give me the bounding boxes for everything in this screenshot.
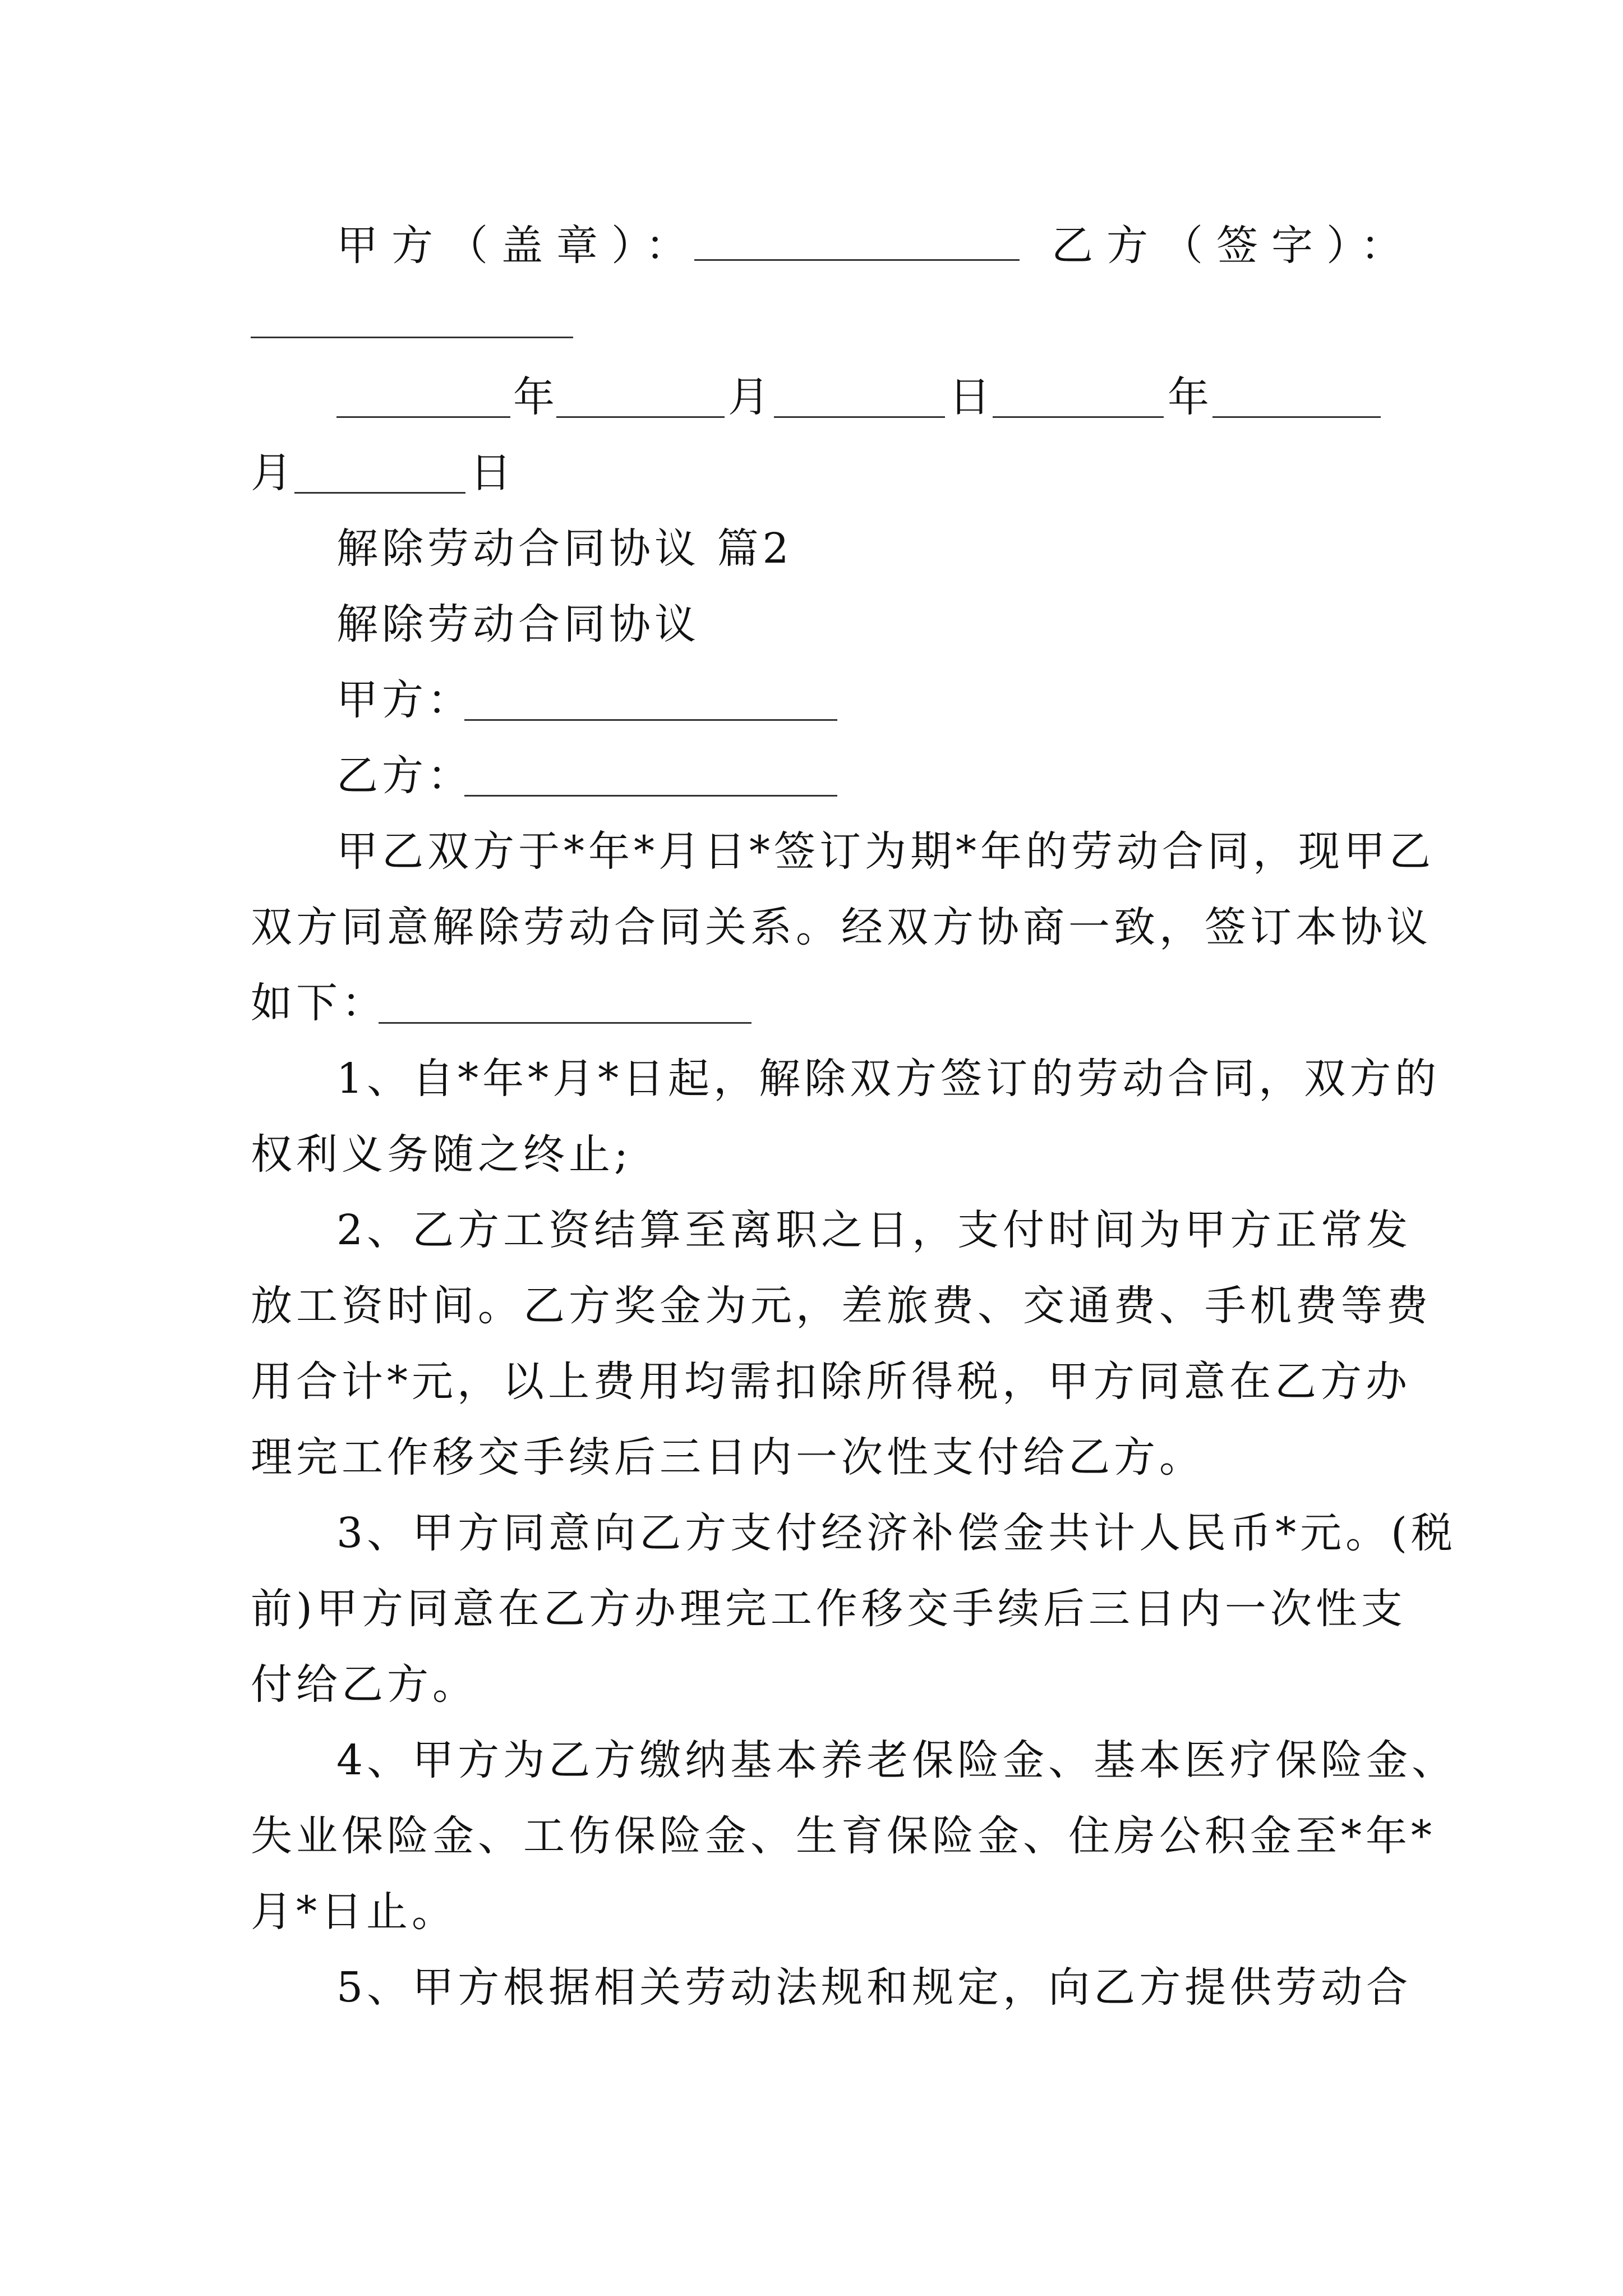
party-b-sign-label: 乙方（签字）：: [1052, 222, 1415, 270]
date-blank-2: [556, 416, 725, 418]
party-b-sign-blank: [251, 337, 573, 338]
item-1-line-1: 1、自*年*月*日起，解除双方签订的劳动合同，双方的: [336, 1055, 1441, 1103]
date-blank-4: [993, 416, 1164, 418]
party-a-label: 甲方：: [336, 676, 473, 724]
intro-line-1: 甲乙双方于*年*月日*签订为期*年的劳动合同，现甲乙: [336, 827, 1435, 876]
signature-row: [336, 219, 700, 273]
date-blank-5: [1212, 416, 1381, 418]
item-2-line-1: 2、乙方工资结算至离职之日，支付时间为甲方正常发: [336, 1206, 1412, 1254]
party-a-seal-label: 甲方（盖章）：: [336, 222, 700, 270]
item-3-line-3: 付给乙方。: [251, 1660, 478, 1709]
party-a-seal-blank: [694, 259, 1020, 261]
item-3-line-1: 3、甲方同意向乙方支付经济补偿金共计人民币*元。(税: [336, 1509, 1456, 1557]
party-b-signature: [1052, 219, 1415, 273]
item-5-line-1: 5、甲方根据相关劳动法规和规定，向乙方提供劳动合: [336, 1963, 1412, 2012]
date-blank-3: [774, 416, 945, 418]
item-3-line-2: 前)甲方同意在乙方办理完工作移交手续后三日内一次性支: [251, 1585, 1407, 1633]
item-4-line-1: 4、甲方为乙方缴纳基本养老保险金、基本医疗保险金、: [336, 1736, 1458, 1784]
date-blank-6: [294, 492, 465, 494]
item-1-line-2: 权利义务随之终止;: [251, 1130, 632, 1179]
document-title: 解除劳动合同协议: [336, 600, 700, 648]
item-4-line-2: 失业保险金、工伤保险金、生育保险金、住房公积金至*年*: [251, 1812, 1436, 1860]
date-month-1: 月: [728, 373, 773, 421]
item-2-line-3: 用合计*元，以上费用均需扣除所得税，甲方同意在乙方办: [251, 1358, 1411, 1406]
date-year-1: 年: [513, 373, 559, 421]
date-month-2: 月: [251, 449, 296, 497]
party-a-blank: [464, 719, 837, 721]
intro-blank: [379, 1022, 751, 1024]
date-year-2: 年: [1168, 373, 1213, 421]
date-blank-1: [336, 416, 510, 418]
item-2-line-2: 放工资时间。乙方奖金为元，差旅费、交通费、手机费等费: [251, 1282, 1432, 1330]
item-2-line-4: 理完工作移交手续后三日内一次性支付给乙方。: [251, 1433, 1205, 1481]
intro-line-3: 如下：: [251, 979, 387, 1027]
date-day-1: 日: [949, 373, 994, 421]
section-heading: 解除劳动合同协议 篇2: [336, 524, 793, 573]
intro-line-2: 双方同意解除劳动合同关系。经双方协商一致，签订本协议: [251, 903, 1432, 951]
party-b-label: 乙方：: [336, 752, 473, 800]
party-b-blank: [464, 795, 837, 797]
item-4-line-3: 月*日止。: [251, 1888, 457, 1936]
date-day-2: 日: [470, 449, 515, 497]
